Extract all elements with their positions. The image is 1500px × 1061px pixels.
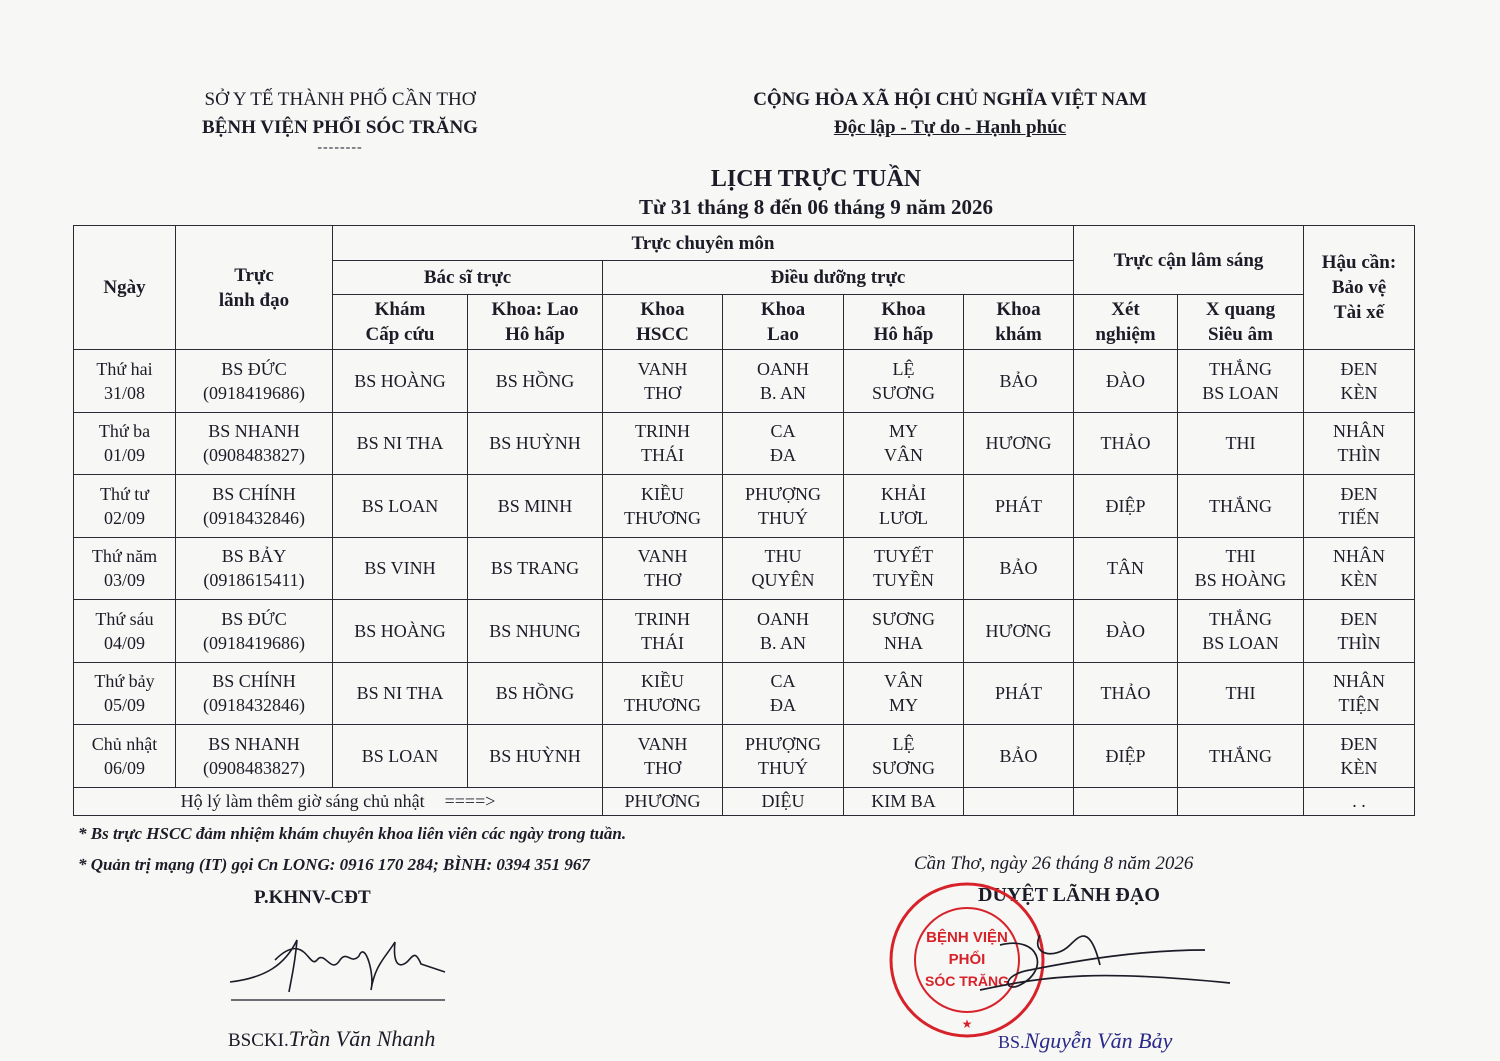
- lao-nurse-cell-line: CA: [770, 671, 796, 692]
- header-lab: [1074, 295, 1178, 350]
- right-signer-name: Nguyễn Văn Bảy: [1024, 1028, 1173, 1053]
- agency-header: [140, 86, 540, 154]
- hscc-nurse-cell-line: THÁI: [641, 632, 684, 653]
- leader-cell-line: BS CHÍNH: [212, 671, 296, 692]
- logistics-cell-line: THÌN: [1337, 445, 1381, 466]
- lab-cell: ĐÀO: [1074, 600, 1178, 663]
- header-xray-ultrasound: [1178, 295, 1304, 350]
- respiratory-nurse-cell: [844, 412, 964, 475]
- emergency-doctor-cell: BS LOAN: [333, 475, 468, 538]
- lab-cell: TÂN: [1074, 537, 1178, 600]
- title-main: LỊCH TRỰC TUẦN: [710, 166, 922, 192]
- logistics-cell: [1304, 475, 1415, 538]
- logistics-cell: [1304, 725, 1415, 788]
- left-signer-title: BSCKI.: [228, 1030, 289, 1051]
- logistics-cell-line: ĐEN: [1340, 733, 1378, 754]
- lao-nurse-cell-line: ĐA: [770, 445, 796, 466]
- leader-cell-line: (0918419686): [203, 382, 305, 403]
- day-cell-line: Thứ sáu: [95, 608, 154, 629]
- hscc-nurse-cell: [603, 350, 723, 413]
- lao-respiratory-doctor-cell: BS MINH: [468, 475, 603, 538]
- hscc-nurse-cell-line: TRINH: [635, 608, 690, 629]
- header-day: Ngày: [74, 226, 176, 350]
- header-nurses: Điều dưỡng trực: [603, 261, 1074, 295]
- exam-nurse-cell: BẢO: [964, 537, 1074, 600]
- header-hscc-line: HSCC: [636, 324, 689, 345]
- lao-nurse-cell-line: ĐA: [770, 695, 796, 716]
- logistics-cell: [1304, 600, 1415, 663]
- xray-cell-line: THI: [1225, 546, 1256, 567]
- title-date-range: Từ 31 tháng 8 đến 06 tháng 9 năm 2026: [639, 195, 993, 219]
- respiratory-nurse-cell-line: SƯƠNG: [872, 382, 935, 403]
- country-name: CỘNG HÒA XÃ HỘI CHỦ NGHĨA VIỆT NAM: [753, 89, 1147, 110]
- logistics-cell-line: NHÂN: [1333, 546, 1385, 567]
- place-date: Cần Thơ, ngày 26 tháng 8 năm 2026: [914, 853, 1194, 874]
- lao-nurse-cell-line: B. AN: [759, 382, 806, 403]
- lab-cell: ĐÀO: [1074, 350, 1178, 413]
- right-signature-image: [960, 915, 1250, 1025]
- leader-cell-line: BS ĐỨC: [221, 608, 287, 629]
- day-cell-line: 31/08: [103, 382, 145, 403]
- day-cell: [74, 475, 176, 538]
- header-hscc-line: Khoa: [640, 299, 685, 320]
- lao-nurse-cell: [723, 537, 844, 600]
- leader-cell-line: (0918432846): [203, 695, 305, 716]
- leader-cell: [176, 537, 333, 600]
- lao-nurse-cell: [723, 662, 844, 725]
- national-header: [700, 86, 1200, 142]
- header-exam: [964, 295, 1074, 350]
- table-row: [74, 475, 1415, 538]
- logistics-cell-line: ĐEN: [1340, 608, 1378, 629]
- xray-cell-line: THẮNG: [1209, 608, 1272, 629]
- arrow-icon: ====>: [444, 791, 496, 811]
- respiratory-nurse-cell-line: LƯƠL: [879, 507, 928, 528]
- header-emergency-exam-line: Khám: [374, 299, 426, 320]
- hscc-nurse-cell-line: THƯƠNG: [624, 507, 701, 528]
- emergency-doctor-cell: BS VINH: [333, 537, 468, 600]
- logistics-cell: [1304, 537, 1415, 600]
- day-cell: [74, 412, 176, 475]
- header-exam-line: khám: [995, 324, 1042, 345]
- day-cell-line: Thứ năm: [91, 546, 158, 567]
- logistics-cell: [1304, 662, 1415, 725]
- xray-cell-line: THI: [1225, 683, 1256, 704]
- overtime-label: [74, 787, 603, 815]
- note-hscc: * Bs trực HSCC đảm nhiệm khám chuyên khoa liên viên các ngày trong tuần.: [78, 824, 627, 843]
- header-emergency-exam: [333, 295, 468, 350]
- lab-cell: ĐIỆP: [1074, 725, 1178, 788]
- leader-cell-line: (0918615411): [203, 570, 305, 591]
- day-cell: [74, 725, 176, 788]
- lao-nurse-cell-line: THUÝ: [758, 757, 808, 778]
- xray-cell-line: THẮNG: [1209, 495, 1272, 516]
- lab-cell: THẢO: [1074, 662, 1178, 725]
- lao-nurse-cell-line: QUYÊN: [751, 570, 815, 591]
- lao-nurse-cell-line: OANH: [757, 608, 809, 629]
- logistics-cell-line: KÈN: [1340, 570, 1378, 591]
- respiratory-nurse-cell: [844, 600, 964, 663]
- xray-cell: [1178, 725, 1304, 788]
- hscc-nurse-cell-line: THÁI: [641, 445, 684, 466]
- logistics-cell-line: THÌN: [1337, 632, 1381, 653]
- xray-cell-line: THI: [1225, 433, 1256, 454]
- respiratory-nurse-cell-line: TUYẾT: [874, 546, 933, 567]
- xray-cell: [1178, 600, 1304, 663]
- ministry-name: SỞ Y TẾ THÀNH PHỐ CẦN THƠ: [204, 89, 476, 110]
- svg-text:PHỔI: PHỔI: [948, 951, 986, 968]
- lab-cell: THẢO: [1074, 412, 1178, 475]
- header-specialty: Trực chuyên môn: [333, 226, 1074, 261]
- lao-nurse-cell-line: OANH: [757, 358, 809, 379]
- respiratory-nurse-cell: [844, 475, 964, 538]
- respiratory-nurse-cell-line: MY: [888, 421, 918, 442]
- leader-cell-line: (0908483827): [203, 445, 305, 466]
- day-cell-line: Thứ tư: [99, 483, 149, 504]
- header-lao: [723, 295, 844, 350]
- day-cell-line: 05/09: [103, 695, 145, 716]
- hscc-nurse-cell-line: TRINH: [635, 421, 690, 442]
- leader-cell-line: (0918432846): [203, 507, 305, 528]
- header-lao-respiratory-doctor: [468, 295, 603, 350]
- right-signer-title: BS.: [998, 1032, 1025, 1052]
- exam-nurse-cell: HƯƠNG: [964, 412, 1074, 475]
- hscc-nurse-cell: [603, 725, 723, 788]
- xray-cell-line: BS HOÀNG: [1194, 570, 1287, 591]
- logistics-cell: [1304, 350, 1415, 413]
- hscc-nurse-cell-line: KIỀU: [641, 483, 684, 504]
- day-cell-line: 04/09: [103, 632, 145, 653]
- lao-nurse-cell-line: B. AN: [759, 632, 806, 653]
- leader-cell-line: BS NHANH: [208, 421, 300, 442]
- respiratory-nurse-cell: [844, 350, 964, 413]
- lao-nurse-cell-line: PHƯỢNG: [745, 483, 821, 504]
- header-xray-ultrasound-line: X quang: [1205, 299, 1276, 320]
- hscc-nurse-cell: [603, 537, 723, 600]
- hscc-nurse-cell-line: VANH: [637, 733, 688, 754]
- department-name: P.KHNV-CĐT: [254, 887, 371, 908]
- day-cell: [74, 537, 176, 600]
- exam-nurse-cell: PHÁT: [964, 662, 1074, 725]
- lao-respiratory-doctor-cell: BS HỒNG: [468, 350, 603, 413]
- leader-cell-line: BS BẢY: [221, 546, 287, 567]
- xray-cell-line: THẮNG: [1209, 358, 1272, 379]
- table-row: [74, 350, 1415, 413]
- logistics-cell-line: ĐEN: [1340, 483, 1378, 504]
- hscc-nurse-cell-line: THƠ: [644, 382, 681, 403]
- exam-nurse-cell: PHÁT: [964, 475, 1074, 538]
- day-cell: [74, 662, 176, 725]
- day-cell: [74, 600, 176, 663]
- xray-cell: [1178, 662, 1304, 725]
- right-signer: [998, 1028, 1172, 1054]
- hscc-nurse-cell-line: KIỀU: [641, 671, 684, 692]
- leader-cell-line: (0908483827): [203, 757, 305, 778]
- hscc-nurse-cell-line: VANH: [637, 358, 688, 379]
- respiratory-nurse-cell-line: SƯƠNG: [872, 608, 935, 629]
- hscc-nurse-cell-line: THƠ: [644, 757, 681, 778]
- day-cell-line: 03/09: [103, 570, 145, 591]
- header-doctors: Bác sĩ trực: [333, 261, 603, 295]
- xray-cell-line: THẮNG: [1209, 745, 1272, 766]
- respiratory-nurse-cell-line: TUYỀN: [873, 570, 934, 591]
- header-lao-line: Lao: [767, 324, 799, 345]
- header-lao-respiratory-doctor-line: Hô hấp: [505, 324, 565, 345]
- emergency-doctor-cell: BS HOÀNG: [333, 600, 468, 663]
- day-cell-line: Thứ hai: [96, 358, 153, 379]
- respiratory-nurse-cell-line: SƯƠNG: [872, 757, 935, 778]
- svg-text:BỆNH VIỆN: BỆNH VIỆN: [926, 929, 1008, 946]
- motto: Độc lập - Tự do - Hạnh phúc: [833, 117, 1067, 138]
- overtime-xray: [1178, 787, 1304, 815]
- left-signature-image: [225, 920, 455, 1010]
- hscc-nurse-cell: [603, 662, 723, 725]
- lab-cell: ĐIỆP: [1074, 475, 1178, 538]
- header-xray-ultrasound-line: Siêu âm: [1208, 324, 1273, 345]
- header-logistics: Hậu cần: Bảo vệ Tài xế: [1304, 226, 1415, 350]
- logistics-cell-line: TIỆN: [1338, 695, 1380, 716]
- respiratory-nurse-cell-line: LỆ: [892, 733, 915, 754]
- day-cell: [74, 350, 176, 413]
- hospital-name: BỆNH VIỆN PHỔI SÓC TRĂNG: [202, 117, 478, 138]
- xray-cell: [1178, 350, 1304, 413]
- respiratory-nurse-cell-line: NHA: [884, 632, 923, 653]
- leader-cell-line: BS NHANH: [208, 733, 300, 754]
- overtime-logistics: . .: [1304, 787, 1415, 815]
- overtime-lao: DIỆU: [723, 787, 844, 815]
- duty-schedule-table: [73, 225, 1415, 816]
- lao-nurse-cell-line: PHƯỢNG: [745, 733, 821, 754]
- header-lab-line: Xét: [1111, 299, 1140, 320]
- logistics-cell-line: KÈN: [1340, 757, 1378, 778]
- document-title: [500, 164, 1132, 220]
- xray-cell-line: BS LOAN: [1202, 632, 1279, 653]
- lao-nurse-cell-line: THUÝ: [758, 507, 808, 528]
- lao-respiratory-doctor-cell: BS NHUNG: [468, 600, 603, 663]
- day-cell-line: 02/09: [103, 507, 145, 528]
- table-row: [74, 600, 1415, 663]
- hscc-nurse-cell: [603, 412, 723, 475]
- overtime-row: [74, 787, 1415, 815]
- header-hscc: [603, 295, 723, 350]
- lao-respiratory-doctor-cell: BS HUỲNH: [468, 725, 603, 788]
- day-cell-line: Thứ bảy: [94, 671, 155, 692]
- respiratory-nurse-cell: [844, 537, 964, 600]
- leader-cell-line: BS ĐỨC: [221, 358, 287, 379]
- header-respiratory: [844, 295, 964, 350]
- header-respiratory-line: Khoa: [881, 299, 926, 320]
- logistics-cell-line: KÈN: [1340, 382, 1378, 403]
- logistics-cell-line: NHÂN: [1333, 671, 1385, 692]
- svg-text:SÓC TRĂNG: SÓC TRĂNG: [925, 973, 1009, 989]
- lao-nurse-cell-line: CA: [770, 421, 796, 442]
- header-respiratory-line: Hô hấp: [873, 324, 934, 345]
- emergency-doctor-cell: BS NI THA: [333, 412, 468, 475]
- respiratory-nurse-cell-line: LỆ: [892, 358, 915, 379]
- lao-respiratory-doctor-cell: BS HUỲNH: [468, 412, 603, 475]
- header-divider: --------: [317, 140, 363, 155]
- xray-cell: [1178, 475, 1304, 538]
- leader-cell: [176, 412, 333, 475]
- left-signer: [228, 1026, 435, 1052]
- overtime-hscc: PHƯƠNG: [603, 787, 723, 815]
- header-exam-line: Khoa: [996, 299, 1041, 320]
- hscc-nurse-cell-line: THƠ: [644, 570, 681, 591]
- xray-cell: [1178, 412, 1304, 475]
- header-emergency-exam-line: Cấp cứu: [365, 324, 435, 345]
- respiratory-nurse-cell-line: KHẢI: [881, 483, 926, 504]
- overtime-exam: [964, 787, 1074, 815]
- day-cell-line: Chủ nhật: [91, 733, 158, 754]
- header-lab-line: nghiệm: [1095, 324, 1156, 345]
- svg-text:★: ★: [961, 1017, 973, 1031]
- lao-nurse-cell: [723, 412, 844, 475]
- xray-cell-line: BS LOAN: [1202, 382, 1279, 403]
- logistics-cell-line: NHÂN: [1333, 421, 1385, 442]
- lao-respiratory-doctor-cell: BS TRANG: [468, 537, 603, 600]
- exam-nurse-cell: BẢO: [964, 350, 1074, 413]
- overtime-lab: [1074, 787, 1178, 815]
- logistics-cell: [1304, 412, 1415, 475]
- lao-nurse-cell: [723, 725, 844, 788]
- day-cell-line: 01/09: [103, 445, 145, 466]
- note-it-contact: * Quản trị mạng (IT) gọi Cn LONG: 0916 170 284; BÌNH: 0394 351 967: [78, 855, 590, 874]
- respiratory-nurse-cell-line: VÂN: [884, 671, 923, 692]
- leader-cell: [176, 475, 333, 538]
- header-lao-line: Khoa: [760, 299, 806, 320]
- header-lao-respiratory-doctor-line: Khoa: Lao: [491, 299, 579, 320]
- hscc-nurse-cell: [603, 475, 723, 538]
- respiratory-nurse-cell-line: VÂN: [884, 445, 923, 466]
- header-paraclinical: Trực cận lâm sáng: [1074, 226, 1304, 295]
- logistics-cell-line: ĐEN: [1340, 358, 1378, 379]
- respiratory-nurse-cell: [844, 725, 964, 788]
- emergency-doctor-cell: BS HOÀNG: [333, 350, 468, 413]
- approval-title: DUYỆT LÃNH ĐẠO: [978, 884, 1160, 906]
- overtime-label-text: Hộ lý làm thêm giờ sáng chủ nhật: [180, 791, 425, 811]
- respiratory-nurse-cell-line: MY: [888, 695, 918, 716]
- xray-cell: [1178, 537, 1304, 600]
- header-leader: Trực lãnh đạo: [176, 226, 333, 350]
- hscc-nurse-cell-line: THƯƠNG: [624, 695, 701, 716]
- lao-nurse-cell: [723, 600, 844, 663]
- lao-respiratory-doctor-cell: BS HỒNG: [468, 662, 603, 725]
- table-row: [74, 725, 1415, 788]
- leader-cell: [176, 725, 333, 788]
- table-row: [74, 662, 1415, 725]
- hscc-nurse-cell: [603, 600, 723, 663]
- day-cell-line: Thứ ba: [98, 421, 151, 442]
- exam-nurse-cell: HƯƠNG: [964, 600, 1074, 663]
- table-row: [74, 537, 1415, 600]
- lao-nurse-cell: [723, 475, 844, 538]
- left-signer-name: Trần Văn Nhanh: [288, 1026, 436, 1051]
- leader-cell: [176, 350, 333, 413]
- day-cell-line: 06/09: [103, 757, 145, 778]
- respiratory-nurse-cell: [844, 662, 964, 725]
- hscc-nurse-cell-line: VANH: [637, 546, 688, 567]
- logistics-cell-line: TIẾN: [1338, 507, 1380, 528]
- leader-cell: [176, 662, 333, 725]
- leader-cell: [176, 600, 333, 663]
- emergency-doctor-cell: BS LOAN: [333, 725, 468, 788]
- table-row: [74, 412, 1415, 475]
- emergency-doctor-cell: BS NI THA: [333, 662, 468, 725]
- lao-nurse-cell-line: THU: [764, 546, 802, 567]
- exam-nurse-cell: BẢO: [964, 725, 1074, 788]
- leader-cell-line: (0918419686): [203, 632, 305, 653]
- overtime-respiratory: KIM BA: [844, 787, 964, 815]
- lao-nurse-cell: [723, 350, 844, 413]
- leader-cell-line: BS CHÍNH: [212, 483, 296, 504]
